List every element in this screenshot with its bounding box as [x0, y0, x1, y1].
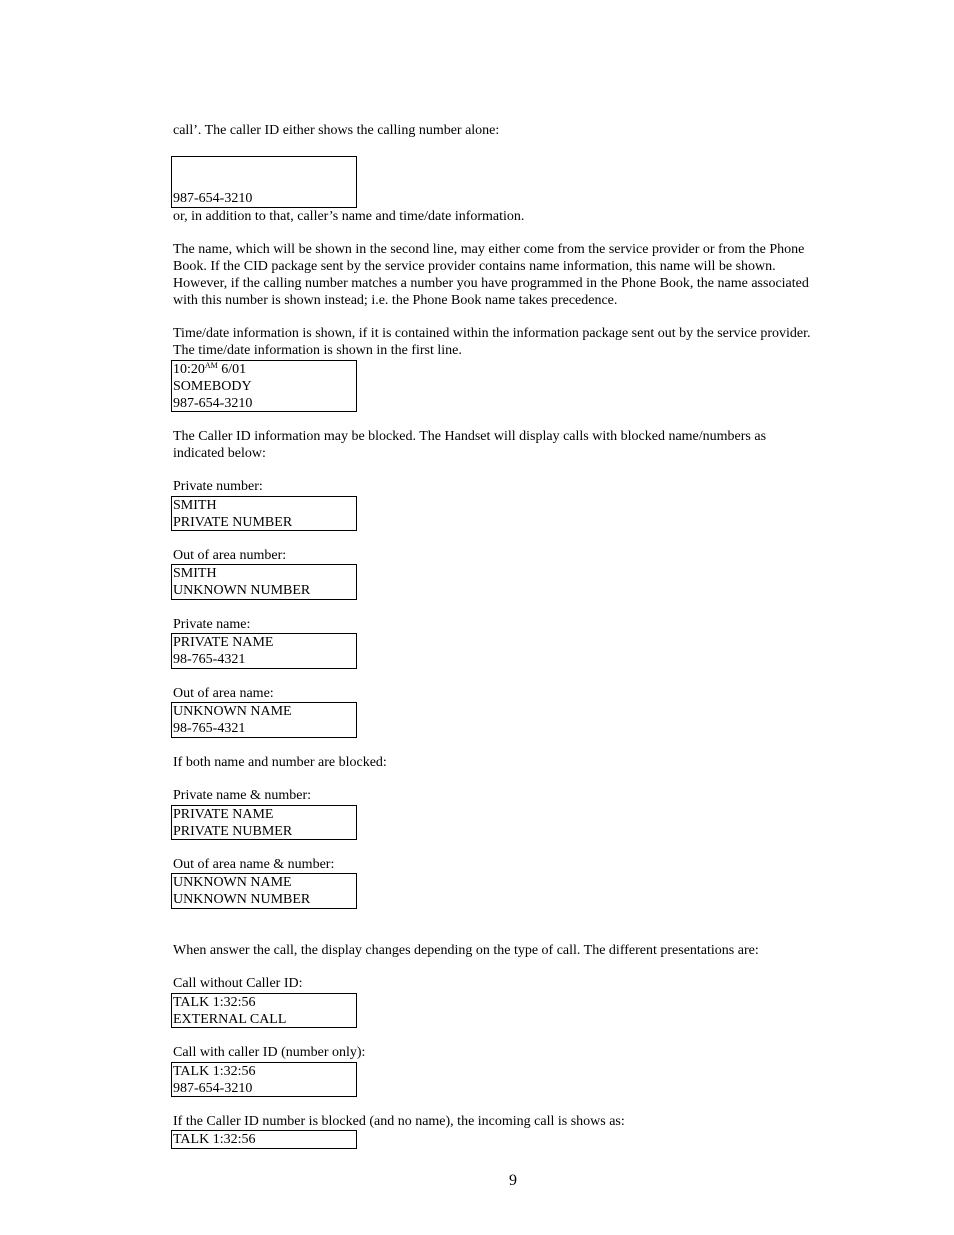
display-talk-number	[171, 1062, 357, 1097]
display-line: SMITH	[173, 498, 217, 513]
display-line: EXTERNAL CALL	[173, 1012, 287, 1027]
answer-paragraph: When answer the call, the display changes depending on the type of call. The different presentations are:	[173, 943, 759, 958]
display-private-number	[171, 496, 357, 531]
display-line: TALK 1:32:56	[173, 1132, 256, 1147]
display-line: PRIVATE NAME	[173, 635, 274, 650]
display-number-only	[171, 156, 357, 208]
label-private-number: Private number:	[173, 479, 263, 494]
display-line: 987-654-3210	[173, 1081, 253, 1096]
display-line: PRIVATE NUMBER	[173, 515, 293, 530]
display-talk-external	[171, 993, 357, 1028]
intro-text: call’. The caller ID either shows the calling number alone:	[173, 123, 500, 138]
display-line: UNKNOWN NAME	[173, 875, 292, 890]
label-private-name-number: Private name & number:	[173, 788, 312, 803]
display-time-line	[173, 361, 356, 378]
label-call-without-cid: Call without Caller ID:	[173, 976, 303, 991]
or-addition-text: or, in addition to that, caller’s name and time/date information.	[173, 209, 525, 224]
display-line: 987-654-3210	[173, 191, 253, 206]
display-private-name-number	[171, 805, 357, 840]
display-line: UNKNOWN NUMBER	[173, 892, 311, 907]
display-line: PRIVATE NUBMER	[173, 824, 293, 839]
label-call-with-cid: Call with caller ID (number only):	[173, 1045, 366, 1060]
display-out-area-number	[171, 564, 357, 600]
label-out-area-name-number: Out of area name & number:	[173, 857, 335, 872]
label-private-name: Private name:	[173, 617, 251, 632]
name-paragraph: The name, which will be shown in the second line, may either come from the service provider or from the Phone Book. If the CID package sent by the service provider contains name information, this name will be shown. However, if the calling number matches a number you have programmed in the Phone Book, the name associated with this number is shown instead; i.e. the Phone Book name takes precedence.	[173, 242, 809, 308]
display-line: PRIVATE NAME	[173, 807, 274, 822]
time-paragraph: Time/date information is shown, if it is contained within the information package sent out by the service provider. The time/date information is shown in the first line.	[173, 326, 811, 358]
both-blocked-text: If both name and number are blocked:	[173, 755, 387, 770]
label-out-area-name: Out of area name:	[173, 686, 274, 701]
display-name: SOMEBODY	[173, 379, 252, 394]
display-date: 6/01	[221, 362, 247, 377]
display-out-area-name-number	[171, 873, 357, 909]
display-private-name	[171, 633, 357, 669]
display-line: 98-765-4321	[173, 721, 246, 736]
display-time: 10:20	[173, 362, 205, 377]
display-line: UNKNOWN NUMBER	[173, 583, 311, 598]
display-line: SMITH	[173, 566, 217, 581]
display-talk-blocked	[171, 1130, 357, 1149]
display-line: 98-765-4321	[173, 652, 246, 667]
display-line: TALK 1:32:56	[173, 995, 256, 1010]
blocked-paragraph: The Caller ID information may be blocked. The Handset will display calls with blocked name/numbers as indicated below:	[173, 429, 767, 461]
label-blocked-no-name: If the Caller ID number is blocked (and no name), the incoming call is shows as:	[173, 1114, 625, 1129]
display-line: UNKNOWN NAME	[173, 704, 292, 719]
page-number: 9	[509, 1172, 517, 1189]
display-out-area-name	[171, 702, 357, 738]
display-full-cid	[171, 360, 357, 412]
display-number: 987-654-3210	[173, 396, 253, 411]
display-line: TALK 1:32:56	[173, 1064, 256, 1079]
display-ampm: AM	[204, 361, 218, 370]
label-out-area-number: Out of area number:	[173, 548, 287, 563]
